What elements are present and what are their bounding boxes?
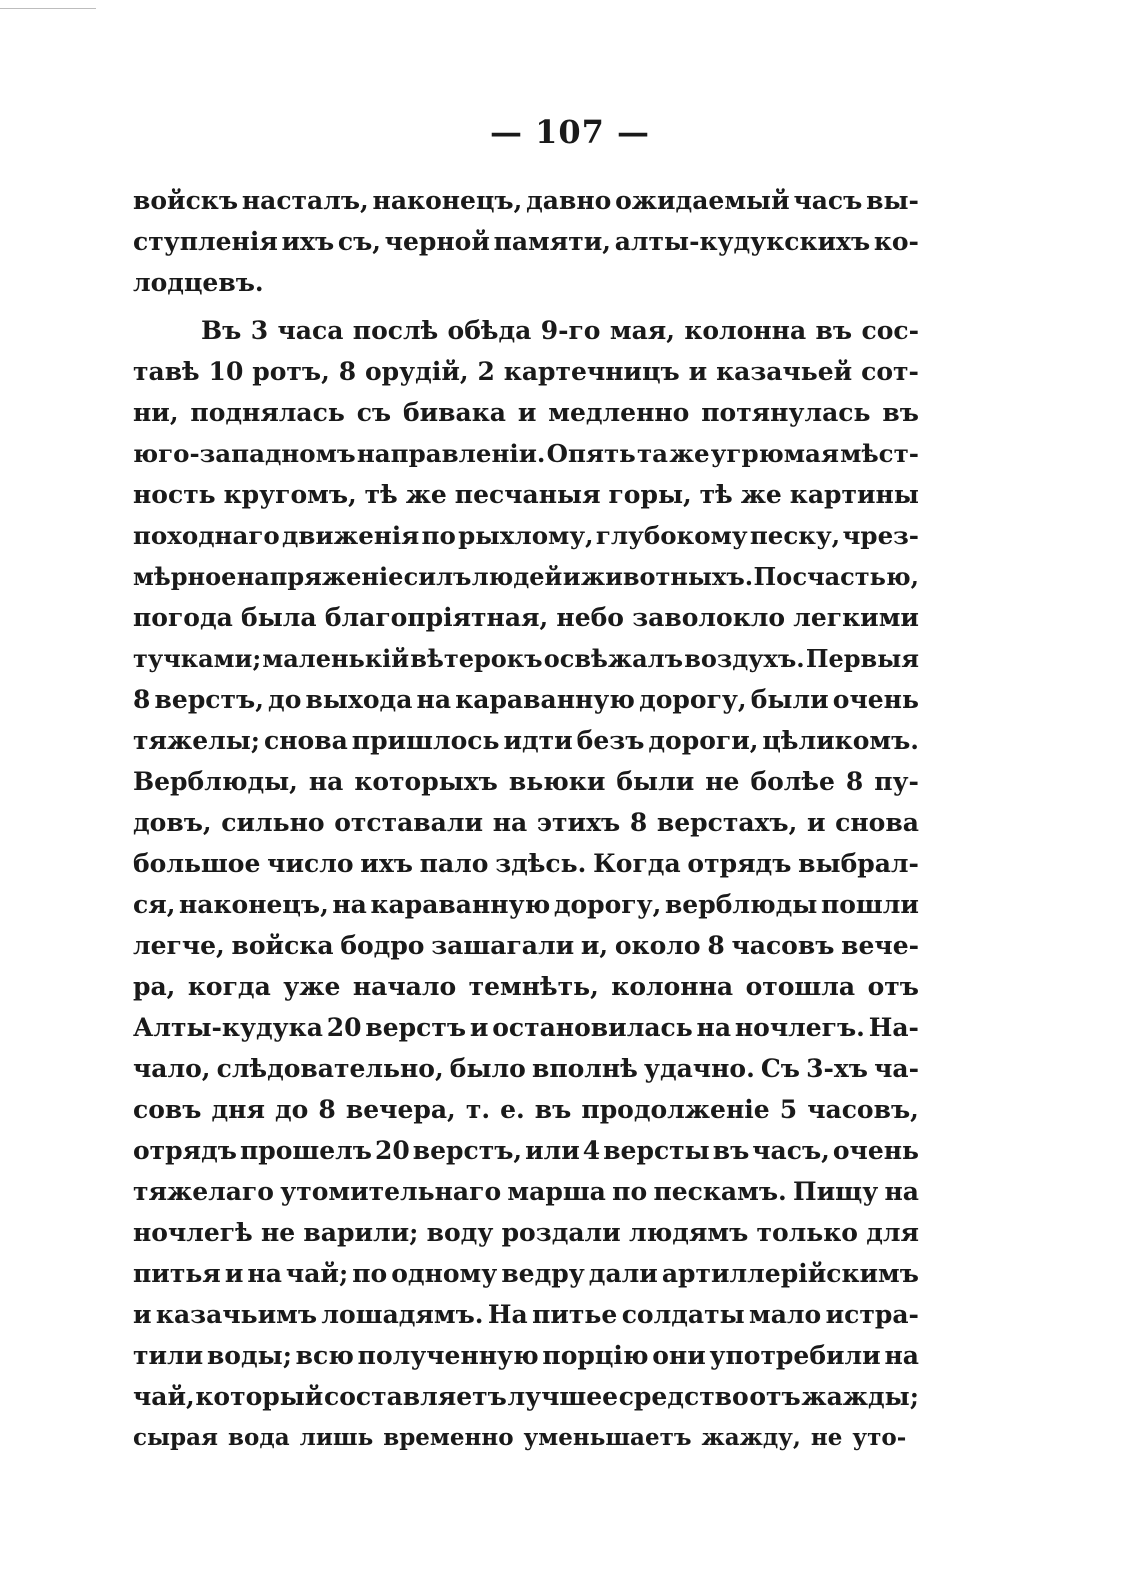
text-line	[133, 925, 919, 966]
word: дорогу,	[639, 685, 747, 714]
text-line	[133, 515, 919, 556]
word: послѣ	[352, 316, 439, 345]
word: отставали	[334, 808, 484, 837]
word: до	[275, 1095, 309, 1124]
word: идти	[503, 726, 573, 755]
text-line	[133, 638, 919, 679]
word: Пищу	[793, 1177, 879, 1206]
word: верстъ,	[154, 685, 264, 714]
word: и	[806, 808, 826, 837]
word: отошла	[745, 972, 856, 1001]
word: чрез-	[842, 521, 919, 550]
word: вече-	[841, 931, 919, 960]
word: вполнѣ	[531, 1054, 638, 1083]
word: людей	[471, 562, 563, 591]
word: ночлегъ.	[734, 1013, 865, 1042]
word: на	[416, 685, 452, 714]
word: и	[224, 1259, 244, 1288]
word: отрядъ	[133, 1136, 237, 1165]
word: начало	[352, 972, 457, 1001]
word: войскъ	[133, 186, 239, 215]
word: съ	[356, 398, 392, 427]
word: тили	[133, 1341, 204, 1370]
word: чай;	[285, 1259, 349, 1288]
text-line	[133, 966, 919, 1007]
word: дали	[588, 1259, 658, 1288]
word: колонна	[611, 972, 734, 1001]
word: и	[517, 398, 537, 427]
word: казачьей	[716, 357, 853, 386]
word: пескамъ.	[653, 1177, 787, 1206]
word: орудій,	[365, 357, 469, 386]
word: дня	[211, 1095, 265, 1124]
word: выхода	[305, 685, 413, 714]
word: воздухъ.	[684, 644, 805, 673]
word: на	[696, 1013, 732, 1042]
word: Когда	[593, 849, 681, 878]
word: поднялась	[190, 398, 345, 427]
word: цѣликомъ.	[762, 726, 919, 755]
word: наконецъ,	[179, 890, 329, 919]
word: рыхлому,	[458, 521, 594, 550]
word: верблюды	[664, 890, 818, 919]
word: мѣст-	[840, 439, 919, 468]
word: пало	[419, 849, 489, 878]
word: отрядъ	[687, 849, 792, 878]
text-line	[133, 1417, 919, 1458]
word: животныхъ.	[580, 562, 754, 591]
word: когда	[187, 972, 271, 1001]
word: черной	[384, 227, 490, 256]
word: обѣда	[447, 316, 532, 345]
word: снова	[835, 808, 919, 837]
word: выбрал-	[798, 849, 919, 878]
word: чало,	[133, 1054, 211, 1083]
word: часа	[277, 316, 344, 345]
text-line	[133, 802, 919, 843]
word: направленіи.	[356, 439, 546, 468]
word: 3	[250, 316, 269, 345]
word: заволокло	[632, 603, 786, 632]
word: часъ,	[752, 1136, 830, 1165]
word: 9-го	[540, 316, 601, 345]
word: верстъ	[365, 1013, 467, 1042]
word: 20	[326, 1013, 362, 1042]
word: здѣсь.	[495, 849, 587, 878]
word: тучками;	[133, 644, 262, 673]
word: ихъ	[360, 849, 413, 878]
word: лишь	[299, 1424, 374, 1451]
word: солдаты	[621, 1300, 745, 1329]
text-line	[133, 843, 919, 884]
text-line	[133, 1212, 919, 1253]
word: очень	[832, 685, 919, 714]
word: юго-западномъ	[133, 439, 356, 468]
word: маленькій	[262, 644, 410, 673]
word: марша	[507, 1177, 606, 1206]
paragraph	[133, 180, 919, 303]
word: и	[133, 1300, 152, 1329]
word: картечницъ	[503, 357, 680, 386]
text-line	[133, 720, 919, 761]
word: ночлегѣ	[133, 1218, 253, 1247]
word: вьюки	[508, 767, 606, 796]
word: временно	[383, 1424, 514, 1451]
word: снова	[264, 726, 348, 755]
word: ведру	[501, 1259, 585, 1288]
word: медленно	[548, 398, 690, 427]
word: прошелъ	[239, 1136, 372, 1165]
text-line	[133, 679, 919, 720]
word: ность	[133, 480, 216, 509]
word: наконецъ,	[372, 186, 523, 215]
word: была	[241, 603, 317, 632]
word: ра,	[133, 972, 176, 1001]
word: версты	[603, 1136, 710, 1165]
word: ся,	[133, 890, 176, 919]
text-line	[133, 761, 919, 802]
word: часовъ	[731, 931, 835, 960]
word: войска	[231, 931, 334, 960]
word: насталъ,	[241, 186, 369, 215]
text-line	[133, 1171, 919, 1212]
word: или	[525, 1136, 580, 1165]
word: одному	[391, 1259, 498, 1288]
word: артиллерійскимъ	[661, 1259, 919, 1288]
word: кругомъ,	[223, 480, 357, 509]
word: 4	[582, 1136, 601, 1165]
word: до	[268, 685, 302, 714]
word: ротъ,	[252, 357, 330, 386]
text-line	[133, 392, 919, 433]
word: утомительнаго	[280, 1177, 502, 1206]
text-line	[133, 351, 919, 392]
word: на	[247, 1259, 282, 1288]
word: 8	[338, 357, 357, 386]
word: отъ	[749, 1382, 801, 1411]
word: 5	[779, 1095, 798, 1124]
word: безъ	[576, 726, 645, 755]
word: истра-	[825, 1300, 919, 1329]
word: пу-	[874, 767, 919, 796]
word: казачьимъ	[155, 1300, 318, 1329]
word: песчаныя	[454, 480, 601, 509]
word: часовъ,	[807, 1095, 919, 1124]
word: на	[308, 767, 344, 796]
text-line	[133, 1048, 919, 1089]
word: сот-	[861, 357, 919, 386]
word: роздали	[501, 1218, 621, 1247]
word: силъ	[403, 562, 472, 591]
word: 2	[477, 357, 495, 386]
word: средство	[618, 1382, 749, 1411]
text-line	[133, 474, 919, 515]
word: довъ,	[133, 808, 212, 837]
scan-edge-line	[0, 8, 96, 9]
word: часъ	[793, 186, 863, 215]
word: же	[669, 439, 710, 468]
word: 3-хъ	[806, 1054, 868, 1083]
word: людямъ	[628, 1218, 749, 1247]
text-line	[133, 221, 919, 262]
word: сос-	[861, 316, 919, 345]
word: продолженіе	[581, 1095, 770, 1124]
word: ни,	[133, 398, 179, 427]
word: жажду,	[701, 1424, 801, 1451]
word: небо	[556, 603, 624, 632]
word: мѣрное	[133, 562, 237, 591]
word: остановилась	[492, 1013, 693, 1042]
word: глубокому	[595, 521, 748, 550]
text-line	[133, 1130, 919, 1171]
text-line	[133, 262, 919, 303]
word: угрюмая	[710, 439, 839, 468]
text-line	[133, 884, 919, 925]
word: вы-	[866, 186, 919, 215]
word: По	[753, 562, 793, 591]
text-line	[133, 597, 919, 638]
word: они	[652, 1341, 706, 1370]
page-number: — 107 —	[489, 113, 651, 151]
word: Первыя	[805, 644, 919, 673]
word: и	[562, 562, 581, 591]
word: 20	[374, 1136, 410, 1165]
word: же	[405, 480, 447, 509]
word: уже	[283, 972, 341, 1001]
word: и	[469, 1013, 489, 1042]
word: давно	[526, 186, 612, 215]
word: же	[740, 480, 782, 509]
word: верстъ,	[412, 1136, 523, 1165]
word: порцію	[542, 1341, 649, 1370]
word: этихъ	[536, 808, 621, 837]
text-line	[133, 1376, 919, 1417]
word: легкими	[793, 603, 919, 632]
word: на	[884, 1177, 919, 1206]
word: питье	[532, 1300, 618, 1329]
word: и	[688, 357, 708, 386]
word: были	[750, 685, 829, 714]
word: вечера,	[345, 1095, 456, 1124]
word: по	[612, 1177, 648, 1206]
word: ожидаемый	[615, 186, 790, 215]
word: На	[487, 1300, 528, 1329]
word: счастью,	[792, 562, 919, 591]
word: погода	[133, 603, 233, 632]
word: ихъ	[281, 227, 335, 256]
word: тѣ	[699, 480, 733, 509]
word: по	[352, 1259, 388, 1288]
word: картины	[789, 480, 919, 509]
word: уто-	[852, 1424, 907, 1451]
word: караванную	[370, 890, 551, 919]
word: дорогу,	[553, 890, 662, 919]
word: составляетъ	[323, 1382, 507, 1411]
word: не	[705, 767, 740, 796]
word: сильно	[221, 808, 325, 837]
word: 10	[208, 357, 244, 386]
word: песку,	[749, 521, 841, 550]
word: полученную	[357, 1341, 539, 1370]
word: всю	[295, 1341, 354, 1370]
word: На-	[868, 1013, 919, 1042]
word: число	[267, 849, 354, 878]
paragraph	[133, 310, 919, 1458]
word: караванную	[455, 685, 635, 714]
word: слѣдовательно,	[216, 1054, 444, 1083]
word: вода	[228, 1424, 290, 1451]
word: и,	[580, 931, 609, 960]
paragraph-gap	[133, 303, 919, 310]
word: горы,	[608, 480, 692, 509]
word: движенія	[282, 521, 420, 550]
word: въ	[712, 1136, 750, 1165]
text-line	[133, 1253, 919, 1294]
word: освѣжалъ	[543, 644, 683, 673]
body-text	[133, 180, 919, 1458]
word: тавѣ	[133, 357, 200, 386]
word: та	[636, 439, 669, 468]
word: благопріятная,	[324, 603, 549, 632]
word: которыхъ	[354, 767, 498, 796]
word: легче,	[133, 931, 225, 960]
word: потянулась	[701, 398, 871, 427]
text-line	[133, 1335, 919, 1376]
word: напряженіе	[236, 562, 404, 591]
word: уменьшаетъ	[523, 1424, 692, 1451]
word: 8	[707, 931, 725, 960]
word: памяти,	[493, 227, 611, 256]
word: который	[195, 1382, 324, 1411]
word: пошли	[820, 890, 919, 919]
word: Верблюды,	[133, 767, 298, 796]
word: сырая	[133, 1424, 219, 1451]
text-line	[133, 180, 919, 221]
text-line	[133, 1294, 919, 1335]
word: тѣ	[364, 480, 398, 509]
word: чай,	[133, 1382, 195, 1411]
word: Съ	[760, 1054, 800, 1083]
word: очень	[832, 1136, 919, 1165]
word: въ	[534, 1095, 572, 1124]
word: въ	[882, 398, 919, 427]
word: ступленія	[133, 227, 278, 256]
word: темнѣть,	[468, 972, 599, 1001]
word: на	[884, 1341, 919, 1370]
word: питья	[133, 1259, 221, 1288]
word: походнаго	[133, 521, 280, 550]
word: ко-	[873, 227, 919, 256]
word: 8	[629, 808, 648, 837]
word: варили;	[303, 1218, 419, 1247]
word: для	[866, 1218, 919, 1247]
word: е.	[500, 1095, 525, 1124]
word: не	[810, 1424, 843, 1451]
word: вѣтерокъ	[410, 644, 543, 673]
word: зашагали	[431, 931, 575, 960]
word: жажды;	[801, 1382, 919, 1411]
word: бодро	[340, 931, 425, 960]
word: тяжелы;	[133, 726, 261, 755]
text-line	[133, 433, 919, 474]
word: на	[492, 808, 528, 837]
word: въ	[815, 316, 853, 345]
word: лошадямъ.	[321, 1300, 484, 1329]
word: болѣе	[750, 767, 835, 796]
word: пришлось	[351, 726, 500, 755]
word: Опять	[546, 439, 636, 468]
word: лодцевъ.	[133, 268, 264, 297]
word: дороги,	[648, 726, 759, 755]
word: лучшее	[507, 1382, 619, 1411]
word: 8	[845, 767, 864, 796]
word: на	[332, 890, 367, 919]
word: Въ	[201, 316, 242, 345]
text-line	[133, 310, 919, 351]
word: удачно.	[643, 1054, 755, 1083]
word: 8	[133, 685, 151, 714]
word: верстахъ,	[656, 808, 798, 837]
word: тяжелаго	[133, 1177, 274, 1206]
word: большое	[133, 849, 261, 878]
text-line	[133, 556, 919, 597]
word: 8	[318, 1095, 336, 1124]
word: мая,	[609, 316, 675, 345]
word: колонна	[684, 316, 807, 345]
word: мало	[749, 1300, 822, 1329]
word: около	[614, 931, 701, 960]
word: не	[260, 1218, 296, 1247]
word: были	[616, 767, 695, 796]
word: было	[449, 1054, 526, 1083]
word: употребили	[709, 1341, 881, 1370]
word: алты-кудукскихъ	[614, 227, 871, 256]
word: т.	[465, 1095, 491, 1124]
word: воды;	[206, 1341, 292, 1370]
text-line	[133, 1089, 919, 1130]
text-line	[133, 1007, 919, 1048]
word: Алты-кудука	[133, 1013, 323, 1042]
word: воду	[426, 1218, 494, 1247]
word: съ,	[337, 227, 381, 256]
word: совъ	[133, 1095, 202, 1124]
word: отъ	[867, 972, 919, 1001]
word: только	[756, 1218, 858, 1247]
word: бивака	[402, 398, 506, 427]
word: ча-	[874, 1054, 919, 1083]
word: по	[421, 521, 456, 550]
